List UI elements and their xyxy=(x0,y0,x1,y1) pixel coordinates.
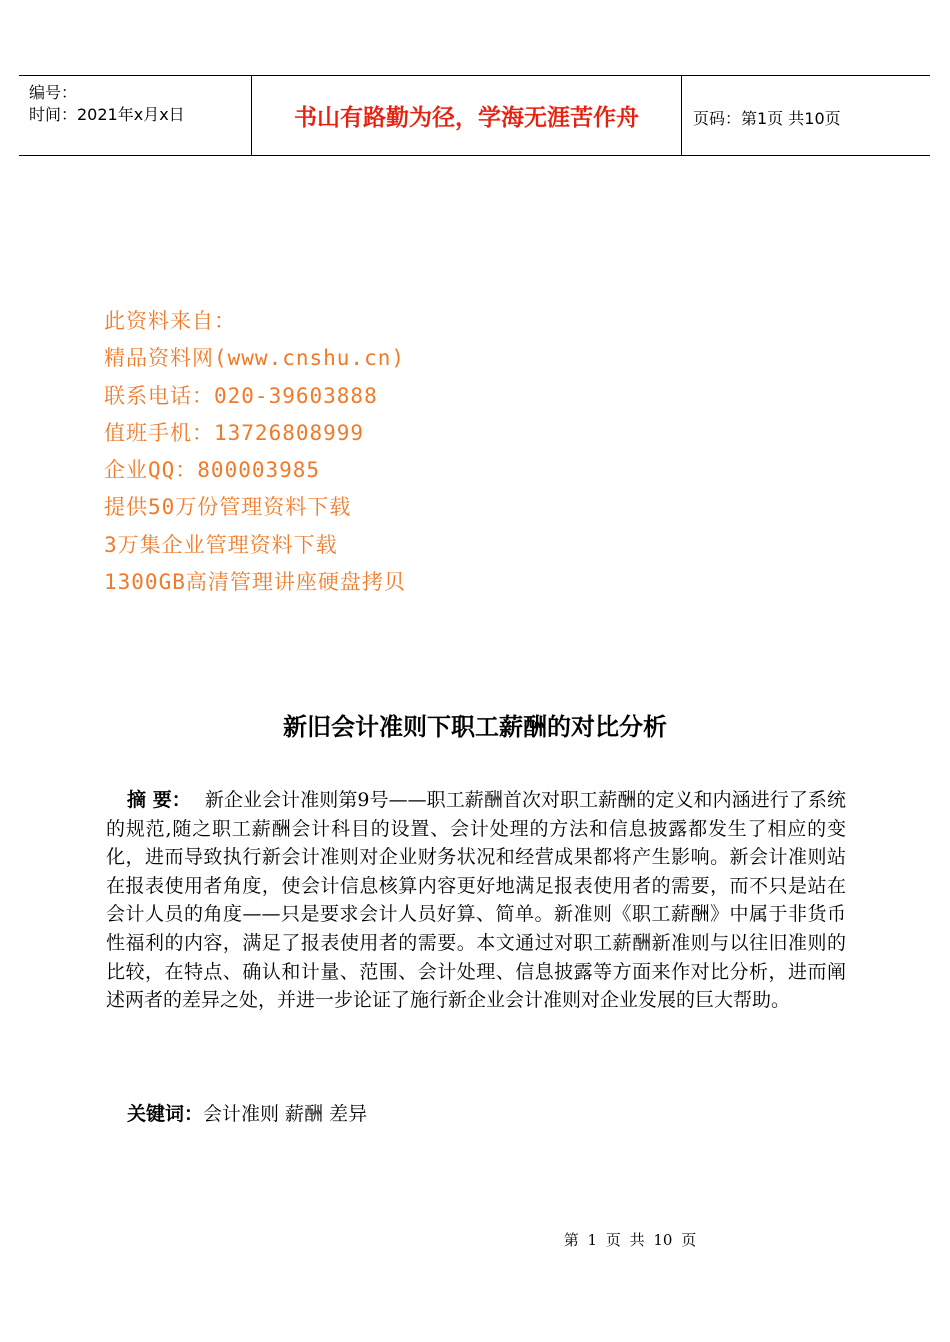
header-page-cell xyxy=(682,76,930,155)
header-info-cell xyxy=(19,76,251,155)
header-page-code: 页码：第1页 共10页 xyxy=(693,109,841,128)
abstract-text: 新企业会计准则第9号——职工薪酬首次对职工薪酬的定义和内涵进行了系统的规范,随之职工薪酬会计科目的设置、会计处理的方法和信息披露都发生了相应的变化，进而导致执行新会计准则对企业财务状况和经营成果都将产生影响。新会计准则站在报表使用者角度，使会计信息核算内容更好地满足报表使用者的需要，而不只是站在会计人员的角度——只是要求会计人员好算、简单。新准则《职工薪酬》中属于非货币性福利的内容，满足了报表使用者的需要。本文通过对职工薪酬新准则与以往旧准则的比较，在特点、确认和计量、范围、会计处理、信息披露等方面来作对比分析，进而阐述两者的差异之处，并进一步论证了施行新企业会计准则对企业发展的巨大帮助。 xyxy=(106,789,846,1012)
header-motto: 书山有路勤为径，学海无涯苦作舟 xyxy=(294,105,639,131)
ad-line: 此资料来自： xyxy=(104,309,236,333)
keywords-text: 会计准则 薪酬 差异 xyxy=(203,1103,368,1125)
abstract-label: 摘 要： xyxy=(127,789,191,811)
page-header xyxy=(19,75,930,156)
page-footer: 第 1 页 共 10 页 xyxy=(563,1231,697,1249)
ad-line: 3万集企业管理资料下载 xyxy=(104,532,338,557)
ad-line: 联系电话：020-39603888 xyxy=(104,383,378,408)
article-title: 新旧会计准则下职工薪酬的对比分析 xyxy=(283,713,667,741)
keywords-line xyxy=(127,1100,367,1128)
keywords-label: 关键词： xyxy=(127,1103,204,1125)
ad-line: 企业QQ：800003985 xyxy=(104,458,321,483)
ad-line: 提供50万份管理资料下载 xyxy=(104,495,352,520)
time-label: 时间：2021年x月x日 xyxy=(29,105,185,124)
ad-block xyxy=(104,303,406,601)
ad-line: 值班手机：13726808999 xyxy=(104,420,365,445)
abstract-paragraph xyxy=(106,786,846,1015)
header-motto-cell xyxy=(251,76,682,155)
serial-label: 编号： xyxy=(29,83,78,102)
ad-line: 精品资料网(www.cnshu.cn) xyxy=(104,346,406,371)
ad-line: 1300GB高清管理讲座硬盘拷贝 xyxy=(104,570,406,595)
